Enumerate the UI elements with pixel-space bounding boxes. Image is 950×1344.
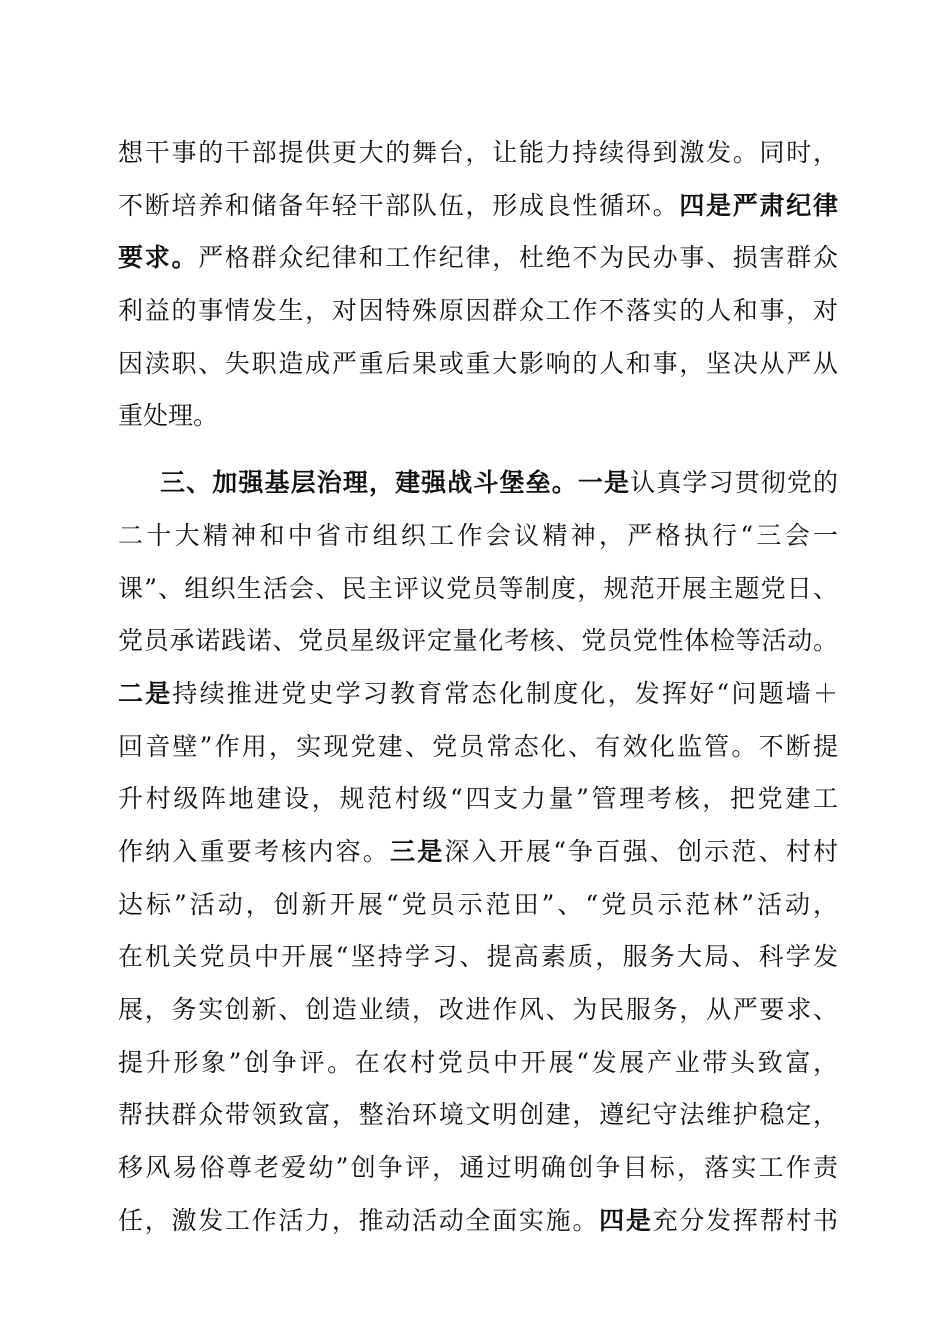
text-run: 任，激发工作活力，推动活动全面实施。 <box>118 1205 600 1235</box>
text-line <box>118 235 838 288</box>
bold-text-run: 四是 <box>599 1205 653 1235</box>
text-line <box>118 393 838 446</box>
text-line <box>118 130 838 183</box>
text-line <box>118 776 838 829</box>
text-run: 因渎职、失职造成严重后果或重大影响的人和事，坚决从严从 <box>118 348 838 378</box>
text-line <box>118 288 838 341</box>
bold-text-run: 三是 <box>390 836 445 866</box>
paragraph-gap <box>118 446 838 460</box>
text-run: 利益的事情发生，对因特殊原因群众工作不落实的人和事，对 <box>118 296 838 326</box>
text-run: 二十大精神和中省市组织工作会议精神，严格执行“三会一 <box>118 520 838 550</box>
text-line <box>118 460 838 513</box>
text-run: 升村级阵地建设，规范村级“四支力量”管理考核，把党建工 <box>118 784 838 814</box>
text-line <box>118 618 838 671</box>
text-run: 持续推进党史学习教育常态化制度化，发挥好“问题墙＋ <box>172 678 838 708</box>
text-run: 党员承诺践诺、党员星级评定量化考核、党员党性体检等活动。 <box>118 626 838 656</box>
text-line <box>118 1092 838 1145</box>
bold-text-run: 四是严肃纪律 <box>679 190 838 220</box>
text-line <box>118 1145 838 1198</box>
text-run: 帮扶群众带领致富，整治环境文明创建，遵纪守法维护稳定， <box>118 1100 838 1130</box>
bold-text-run: 要求。 <box>118 243 199 273</box>
text-line <box>118 934 838 987</box>
text-run: 达标”活动，创新开展“党员示范田”、“党员示范林”活动， <box>118 889 838 919</box>
text-line <box>118 829 838 882</box>
text-run: 展，务实创新、创造业绩，改进作风、为民服务，从严要求、 <box>118 995 838 1024</box>
text-run: 想干事的干部提供更大的舞台，让能力持续得到激发。同时， <box>118 138 838 167</box>
text-run: 回音壁”作用，实现党建、党员常态化、有效化监管。不断提 <box>118 731 838 761</box>
text-line <box>118 724 838 777</box>
bold-text-run: 三、加强基层治理，建强战斗堡垒。 <box>160 468 578 498</box>
text-line <box>118 1198 838 1251</box>
text-run: 作纳入重要考核内容。 <box>118 836 390 866</box>
text-run: 认真学习贯彻党的 <box>630 468 838 498</box>
text-run: 严格群众纪律和工作纪律，杜绝不为民办事、损害群众 <box>198 243 838 273</box>
text-line <box>118 987 838 1040</box>
document-body <box>118 130 838 1250</box>
text-run: 移风易俗尊老爱幼”创争评，通过明确创争目标，落实工作责 <box>118 1153 838 1183</box>
text-line <box>118 341 838 394</box>
text-line <box>118 566 838 619</box>
text-line <box>118 882 838 935</box>
text-line <box>118 1040 838 1093</box>
bold-text-run: 二是 <box>118 678 173 708</box>
text-run: 重处理。 <box>118 401 219 431</box>
text-line <box>118 671 838 724</box>
text-run: 在机关党员中开展“坚持学习、提高素质，服务大局、科学发 <box>118 942 838 972</box>
bold-text-run: 一是 <box>577 468 631 498</box>
text-line <box>118 183 838 236</box>
text-run: 不断培养和储备年轻干部队伍，形成良性循环。 <box>118 190 680 220</box>
text-run: 提升形象”创争评。在农村党员中开展“发展产业带头致富， <box>118 1047 838 1077</box>
text-line <box>118 513 838 566</box>
text-run: 课”、组织生活会、民主评议党员等制度，规范开展主题党日、 <box>118 573 838 603</box>
text-run: 深入开展“争百强、创示范、村村 <box>444 836 838 866</box>
text-run: 充分发挥帮村书 <box>652 1205 838 1235</box>
